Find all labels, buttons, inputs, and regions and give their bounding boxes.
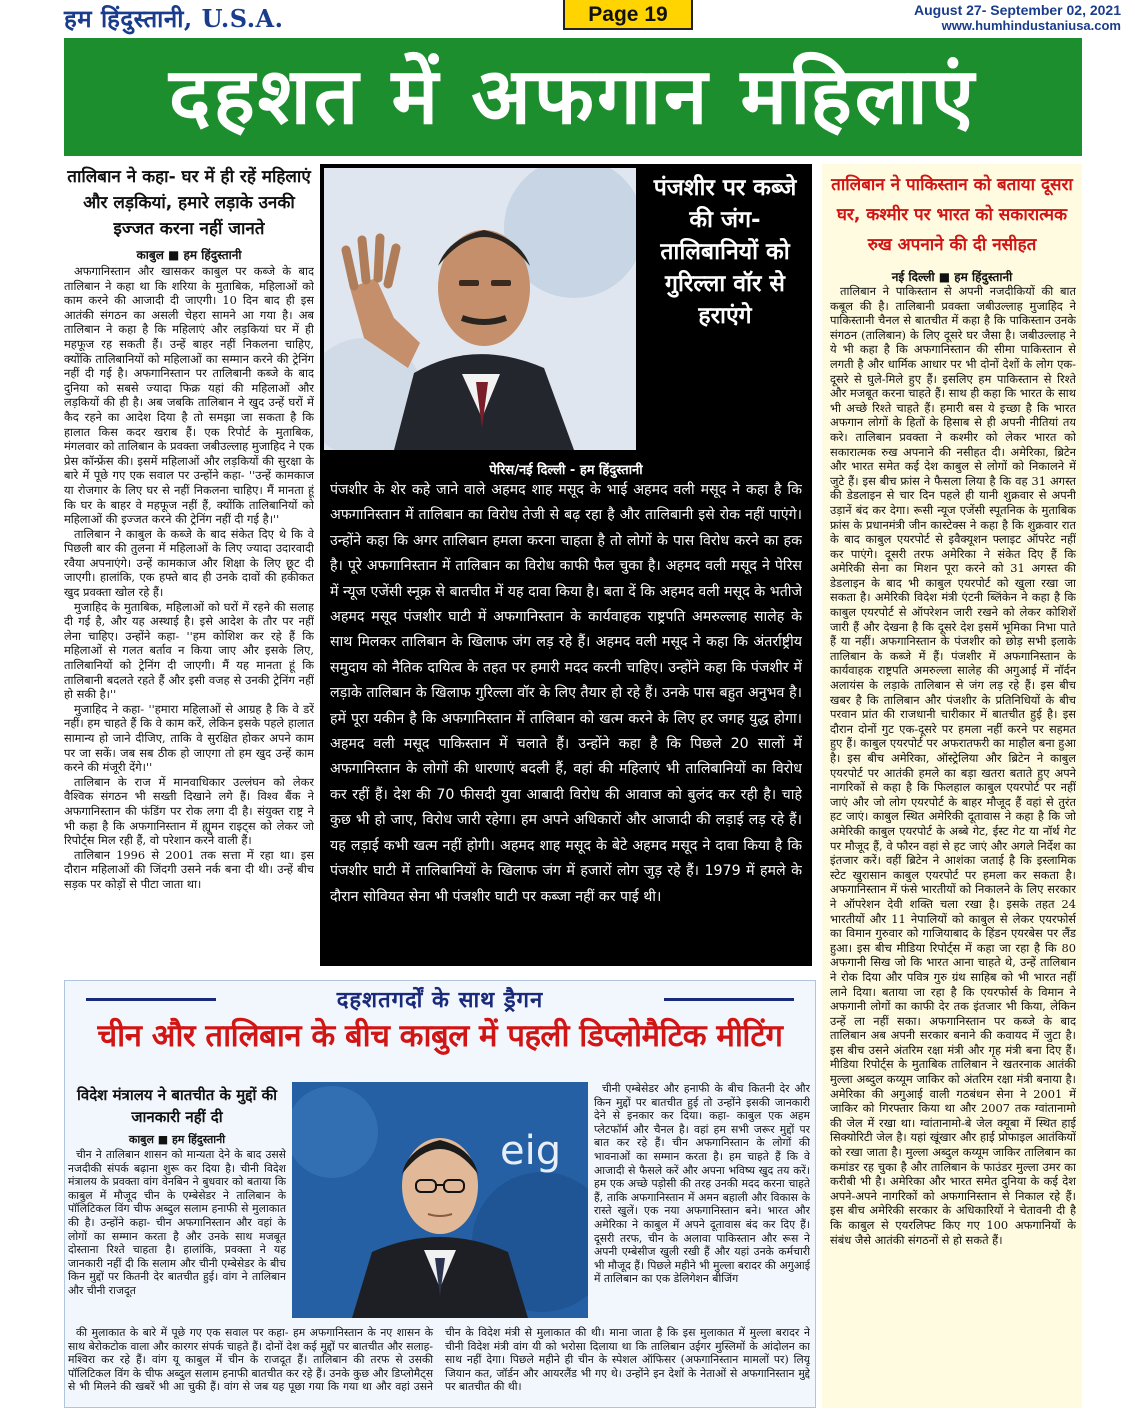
- left-paragraph: अफगानिस्तान और खासकर काबुल पर कब्जे के बाद तालिबान ने कहा था कि शरिया के मुताबिक, महिलाओं को काम करने की आजादी दी जाएगी। 10 दिन बाद ही इस आतंकी संगठन का असली चेहरा सामने आ गया है। अब तालिबान ने कहा है कि महिलाएं और लड़कियां घर में ही महफूज रह सकती हैं। उन्हें बाहर नहीं निकलना चाहिए, क्योंकि तालिबानियों को महिलाओं का सम्मान करने की ट्रेनिंग नहीं दी गई है। अफगानिस्तान पर तालिबानी कब्जे के बाद दुनिया को सबसे ज्यादा फिक्र यहां की महिलाओं और लड़कियों की ही है। अब जबकि तालिबान ने खुद उन्हें घरों में कैद रहने का आदेश दिया है तो समझा जा सकता है कि हालात किस कदर खराब हैं। एक रिपोर्ट के मुताबिक, मंगलवार को तालिबान के प्रवक्ता जबीउल्लाह मुजाहिद ने एक प्रेस कॉन्फ्रेंस की। इसमें महिलाओं और लड़कियों की सुरक्षा के बारे में पूछे गए एक सवाल पर उन्होंने कहा- ''उन्हें कामकाज या रोजगार के लिए घर से नहीं निकलना चाहिए। मैं मानता हूं कि घर के बाहर वे महफूज नहीं हैं, क्योंकि तालिबानियों को महिलाओं की इज्जत करने की ट्रेनिंग नहीं दी गई है।'': [64, 264, 314, 527]
- left-paragraph: तालिबान के राज में मानवाधिकार उल्लंघन को लेकर वैश्विक संगठन भी सख्ती दिखाने लगे हैं। विश्व बैंक ने अफगानिस्तान की फंडिंग पर रोक लगा दी है। संयुक्त राष्ट्र ने भी कहा है कि अफगानिस्तान में ह्यूमन राइट्स को लेकर जो रिपोर्ट्स मिल रही हैं, वो परेशान करने वाली हैं।: [64, 774, 314, 848]
- bottom-story-dateline: काबुल ■ हम हिंदुस्तानी: [128, 1133, 226, 1146]
- left-story-body: [64, 264, 314, 974]
- bottom-story-kicker: दहशतगर्दों के साथ ड्रैगन: [336, 988, 544, 1013]
- right-story-body: [830, 284, 1076, 1404]
- backdrop-text: eig: [500, 1128, 562, 1174]
- left-paragraph: तालिबान 1996 से 2001 तक सत्ता में रहा था। इस दौरान महिलाओं की जिंदगी उसने नर्क बना दी थी। उन्हें बीच सड़क पर कोड़ों से पीटा जाता था।: [64, 847, 314, 891]
- left-story-dateline: काबुल ■ हम हिंदुस्तानी: [136, 248, 242, 262]
- portrait-illustration: [324, 168, 636, 450]
- bottom-story-headline: चीन और तालिबान के बीच काबुल में पहली डिप्लोमैटिक मीटिंग: [97, 1018, 783, 1054]
- website-link[interactable]: www.humhindustaniusa.com: [941, 18, 1121, 33]
- banner-headline: दहशत में अफगान महिलाएं: [168, 52, 978, 142]
- left-paragraph: मुजाहिद के मुताबिक, महिलाओं को घरों में रहने की सलाह दी गई है, और यह अस्थाई है। इसे आदेश के तौर पर नहीं लेना चाहिए। उन्होंने कहा- ''हम कोशिश कर रहे हैं कि महिलाओं से गलत बर्ताव न किया जाए और इसके लिए, तालिबानियों को ट्रेनिंग दी जाएगी। मैं यह मानता हूं कि तालिबानी बदलते रहते हैं और इसी वजह से उनकी ट्रेनिंग नहीं हो सकी है।'': [64, 599, 314, 702]
- bottom-story-lower-text: [68, 1326, 810, 1406]
- ahmad-wali-massoud-photo: [324, 168, 636, 450]
- pull-quote: [642, 172, 808, 442]
- page-banner: [64, 38, 1082, 156]
- issue-date: August 27- September 02, 2021: [914, 2, 1121, 18]
- center-story-dateline: पेरिस/नई दिल्ली - हम हिंदुस्तानी: [489, 463, 643, 478]
- left-paragraph: मुजाहिद ने कहा- ''हमारा महिलाओं से आग्रह है कि वे डरें नहीं। हम चाहते हैं कि वे काम करें, लेकिन इसके पहले हालात सामान्य हो जाने दीजिए, ताकि वे सुरक्षित होकर अपने काम पर जा सकें। जब सब ठीक हो जाएगा तो हम खुद उन्हें काम करने की मंजूरी देंगे।'': [64, 701, 314, 775]
- left-story-headline: तालिबान ने कहा- घर में ही रहें महिलाएं और लड़कियां, हमारे लड़ाके उनकी इज्जत करना नहीं जानते: [67, 167, 311, 239]
- center-story-body: पंजशीर के शेर कहे जाने वाले अहमद शाह मसूद के भाई अहमद वली मसूद ने कहा है कि अफगानिस्तान में तालिबान का विरोध तेजी से बढ़ रहा है और तालिबानी इसे रोक नहीं पाएंगे। उन्होंने कहा कि अगर तालिबान हमला करना चाहता है तो लोगों के पास विरोध करने का हक है। पूरे अफगानिस्तान में तालिबान का विरोध काफी फैल चुका है। अहमद वली मसूद ने पेरिस में न्यूज एजेंसी स्नूक्र से बातचीत में यह दावा किया है। बता दें कि अहमद वली मसूद के भतीजे अहमद मसूद पंजशीर घाटी में अफगानिस्तान के कार्यवाहक राष्ट्रपति अमरुल्लाह सालेह के साथ मिलकर तालिबान के खिलाफ जंग लड़ रहे हैं। अहमद वली मसूद ने कहा कि अंतर्राष्ट्रीय समुदाय को नैतिक दायित्व के तहत पर हमारी मदद करनी चाहिए। उन्होंने कहा कि पंजशीर में लड़ाके तालिबान के खिलाफ गुरिल्ला वॉर के लिए तैयार हो रहे हैं। उनके पास बहुत अनुभव है। हमें पूरा यकीन है कि अफगानिस्तान में तालिबान को खत्म करने के लिए हर जगह युद्ध होगा। अहमद वली मसूद पाकिस्तान में चलाते हैं। उन्होंने कहा है कि पिछले 20 सालों में अफगानिस्तान के लोगों की धारणाएं बदली हैं, वहां की महिलाएं भी तालिबानियों का विरोध कर रहीं हैं। देश की 70 फीसदी युवा आबादी विरोध की आवाज को बुलंद कर रही है। चाहे कुछ भी हो जाए, विरोध जारी रहेगा। हम अपने अधिकारों और आजादी की लड़ाई लड़ रहे हैं। यह लड़ाई कभी खत्म नहीं होगी। अहमद शाह मसूद के बेटे अहमद मसूद ने दावा किया है कि पंजशीर घाटी में तालिबानियों के खिलाफ जंग में हजारों लोग जुड़ रहे हैं। 1979 में हमले के दौरान सोवियत सेना भी पंजशीर घाटी पर कब्जा नहीं कर पाई थी।: [330, 482, 802, 905]
- bottom-story-subhead: विदेश मंत्रालय ने बातचीत के मुद्दों की जानकारी नहीं दी: [76, 1086, 278, 1126]
- bottom-right-paragraph: चीनी एम्बेसेडर और हनाफी के बीच कितनी देर और किन मुद्दों पर बातचीत हुई तो उन्होंने इसकी जानकारी देने से इनकार कर दिया। कहा- काबुल एक अहम प्लेटफॉर्म और चैनल है। वहां हम सभी जरूर मुद्दों पर बात कर रहे हैं। चीन अफगानिस्तान के लोगों की भावनाओं का सम्मान करता है। हम चाहते हैं कि वे आजादी से फैसले करें और अपना भविष्य खुद तय करें। हम एक अच्छे पड़ोसी की तरह उनकी मदद करना चाहते हैं, ताकि अफगानिस्तान में अमन बहाली और विकास के रास्ते खुलें। एक नया अफगानिस्तान बने। भारत और अमेरिका ने काबुल में अपने दूतावास बंद कर दिए हैं। दूसरी तरफ, चीन के अलावा पाकिस्तान और रूस ने अपनी एम्बेसीज खुली रखी हैं और यहां उनके कर्मचारी भी मौजूद हैं। पिछले महीने भी मुल्ला बरादर की अगुआई में तालिबान का एक डेलिगेशन बीजिंग: [594, 1082, 810, 1286]
- right-paragraph: तालिबान ने पाकिस्तान से अपनी नजदीकियों की बात कबूल की है। तालिबानी प्रवक्ता जबीउल्लाह मुजाहिद ने पाकिस्तानी चैनल से बातचीत में कहा है कि पाकिस्तान उनके संगठन (तालिबान) के लिए दूसरे घर जैसा है। जबीउल्लाह ने ये भी कहा है कि अफगानिस्तान की सीमा पाकिस्तान से लगती है और धार्मिक आधार पर भी दोनों देशों के लोग एक-दूसरे से घुले-मिले हुए हैं। इसलिए हम पाकिस्तान से रिश्ते और मजबूत करना चाहते हैं। साथ ही कहा कि भारत के साथ भी अच्छे रिश्ते चाहते हैं। हमारी बस ये इच्छा है कि भारत अफगान लोगों के हितों के हिसाब से ही अपनी नीतियां तय करे। तालिबान प्रवक्ता ने कश्मीर को लेकर भारत को सकारात्मक रुख अपनाने की नसीहत दी। अमेरिका, ब्रिटेन और भारत समेत कई देश काबुल से लोगों को निकालने में जुटे हैं। इस बीच फ्रांस ने फैसला लिया है कि वह 31 अगस्त की डेडलाइन से चार दिन पहले ही यानी शुक्रवार से अपनी उड़ानें बंद कर देगा। रूसी न्यूज एजेंसी स्पूतनिक के मुताबिक फ्रांस के प्रधानमंत्री जीन कास्टेक्स ने कहा है कि शुक्रवार रात के बाद काबुल एयरपोर्ट से इवैक्यूशन फ्लाइट ऑपरेट नहीं कर पाएंगे। दूसरी तरफ अमेरिका ने संकेत दिए हैं कि अमेरिकी सेना का मिशन पूरा करने को 31 अगस्त की डेडलाइन के बाद भी काबुल एयरपोर्ट को खुला रखा जा सकता है। अमेरिकी विदेश मंत्री एंटनी ब्लिंकेन ने कहा है कि काबुल एयरपोर्ट से ऑपरेशन जारी रखने को लेकर कोशिशें जारी हैं और देखना है कि दूसरे देश इसमें भूमिका निभा पाते हैं या नहीं। अफगानिस्तान के पंजशीर को छोड़ सभी इलाके तालिबान के कब्जे में हैं। पंजशीर में अफगानिस्तान के कार्यवाहक राष्ट्रपति अमरुल्ला सालेह की अगुआई में नॉर्दन अलायंस के लड़ाके तालिबान से जंग लड़ रहे हैं। इस बीच खबर है कि तालिबान और पंजशीर के प्रतिनिधियों के बीच परवान प्रांत की राजधानी चारीकार में बातचीत हुई है। इस दौरान दोनों गुट एक-दूसरे पर हमला नहीं करने पर सहमत हुए हैं। काबुल एयरपोर्ट पर अफरातफरी का माहौल बना हुआ है। इस बीच अमेरिका, ऑस्ट्रेलिया और ब्रिटेन ने काबुल एयरपोर्ट पर आतंकी हमले का बड़ा खतरा बताते हुए अपने नागरिकों से कहा है कि फिलहाल काबुल एयरपोर्ट पर नहीं जाएं और जो लोग एयरपोर्ट के बाहर मौजूद हैं वहां से तुरंत हट जाएं। काबुल स्थित अमेरिकी दूतावास ने कहा है कि जो अमेरिकी काबुल एयरपोर्ट के अब्बे गेट, ईस्ट गेट या नॉर्थ गेट पर मौजूद हैं, वे फौरन वहां से हट जाएं और अगले निर्देश का इंतजार करें। वहीं ब्रिटेन ने आशंका जताई है कि इस्लामिक स्टेट खुरासान काबुल एयरपोर्ट पर हमला कर सकता है। अफगानिस्तान में फंसे भारतीयों को निकालने के लिए सरकार ने ऑपरेशन देवी शक्ति चला रखा है। इसके तहत 24 भारतीयों और 11 नेपालियों को काबुल से लेकर एयरफोर्स का विमान गुरुवार को गाजियाबाद के हिंडन एयरबेस पर लैंड हुआ। इस बीच मीडिया रिपोर्ट्स में कहा जा रहा है कि 80 अफगानी सिख जो कि भारत आना चाहते थे, उन्हें तालिबान ने रोक दिया और पवित्र गुरु ग्रंथ साहिब को भी भारत नहीं लाने दिया। बताया जा रहा है कि एयरफोर्स के विमान ने अफगानी लोगों का काफी देर तक इंतजार भी किया, लेकिन उन्हें ला नहीं सका। अफगानिस्तान पर कब्जे के बाद तालिबान अब अपनी सरकार बनाने की कवायद में जुटा है। इस बीच उसने अंतरिम रक्षा मंत्री और गृह मंत्री बना दिए हैं। मीडिया रिपोर्ट्स के मुताबिक तालिबान ने खतरनाक आतंकी मुल्ला अब्दुल कय्यूम जाकिर को अंतरिम रक्षा मंत्री बनाया है। अमेरिका की अगुआई वाली गठबंधन सेना ने 2001 में जाकिर को गिरफ्तार किया था और 2007 तक ग्वांतानामो की जेल में रखा था। ग्वांतानामो-बे जेल क्यूबा में स्थित हाई सिक्योरिटी जेल है। यहां खूंखार और हाई प्रोफाइल आतंकियों को रखा जाता है। मुल्ला अब्दुल कय्यूम जाकिर तालिबान का कमांडर रह चुका है और तालिबान के फाउंडर मुल्ला उमर का करीबी भी है। अमेरिका और भारत समेत दुनिया के कई देश अपने-अपने नागरिकों को अफगानिस्तान से निकाल रहे हैं। इस बीच अमेरिकी सरकार के अधिकारियों ने चेतावनी दी है कि काबुल से एयरलिफ्ट किए गए 100 अफगानियों के संबंध जैसे आतंकी संगठनों से हो सकते हैं।: [830, 284, 1076, 1247]
- bottom-left-paragraph: चीन ने तालिबान शासन को मान्यता देने के बाद उससे नजदीकी संपर्क बढ़ाना शुरू कर दिया है। चीनी विदेश मंत्रालय के प्रवक्ता वांग वेनबिन ने बुधवार को बताया कि काबुल में मौजूद चीन के एम्बेसेडर ने तालिबान के पॉलिटिकल विंग चीफ अब्दुल सलाम हनाफी से मुलाकात की है। उन्होंने कहा- चीन अफगानिस्तान और वहां के लोगों का सम्मान करता है और उनके साथ मजबूत दोस्ताना रिश्ते चाहता है। हालांकि, प्रवक्ता ने यह जानकारी नहीं दी कि सलाम और चीनी एम्बेसेडर के बीच किन मुद्दों पर कितनी देर बातचीत हुई। वांग ने तालिबान और चीनी राजदूत: [68, 1148, 286, 1297]
- right-story-dateline: नई दिल्ली ■ हम हिंदुस्तानी: [891, 270, 1013, 284]
- spokesperson-illustration: [292, 1082, 588, 1318]
- bottom-story-left-text: [68, 1148, 286, 1328]
- right-story-headline: तालिबान ने पाकिस्तान को बताया दूसरा घर, कश्मीर पर भारत को सकारात्मक रुख अपनाने की दी नसीहत: [831, 175, 1073, 255]
- page-number-box: [563, 0, 693, 30]
- bottom-lower-paragraph: की मुलाकात के बारे में पूछे गए एक सवाल पर कहा- हम अफगानिस्तान के नए शासन के साथ बेरोकटोक वाला और कारगर संपर्क चाहते हैं। दोनों देश कई मुद्दों पर बातचीत और सलाह-मश्विरा कर रहे हैं। वांग यू काबुल में चीन के राजदूत हैं। तालिबान की तरफ से उसकी पॉलिटिकल विंग के चीफ अब्दुल सलाम हनाफी बातचीत कर रहे हैं। उनके कुछ और डिप्लोमैट्स से भी मिलने की खबरें भी आ चुकी हैं। वांग से जब यह पूछा गया कि गया था और वहां उसने चीन के विदेश मंत्री से मुलाकात की थी। माना जाता है कि इस मुलाकात में मुल्ला बरादर ने चीनी विदेश मंत्री वांग यी को भरोसा दिलाया था कि तालिबान उईगर मुस्लिमों के आंदोलन का साथ नहीं देगा। पिछले महीने ही चीन के स्पेशल ऑफिसर (अफगानिस्तान मामलों पर) लियू जियान कत, जॉर्डन और आयरलैंड भी गए थे। उन्होंने इन देशों के नेताओं से अफगानिस्तान मुद्दे पर बातचीत की थी।: [68, 1326, 810, 1394]
- bottom-story-right-text: [594, 1082, 810, 1324]
- paper-name: हम हिंदुस्तानी, U.S.A.: [64, 4, 284, 33]
- left-paragraph: तालिबान ने काबुल के कब्जे के बाद संकेत दिए थे कि वे पिछली बार की तुलना में महिलाओं के लिए ज्यादा उदारवादी रवैया अपनाएंगे। उन्हें कामकाज और शिक्षा के लिए छूट दी जाएगी। हालांकि, एक हफ्ते बाद ही उनके दावों की हकीकत खुद प्रवक्ता खोल रहे हैं।: [64, 526, 314, 600]
- wang-wenbin-photo: [292, 1082, 588, 1318]
- pull-quote-text: पंजशीर पर कब्जे की जंग- तालिबानियों को गुरिल्ला वॉर से हराएंगे: [653, 175, 797, 329]
- page-number: Page 19: [588, 3, 668, 26]
